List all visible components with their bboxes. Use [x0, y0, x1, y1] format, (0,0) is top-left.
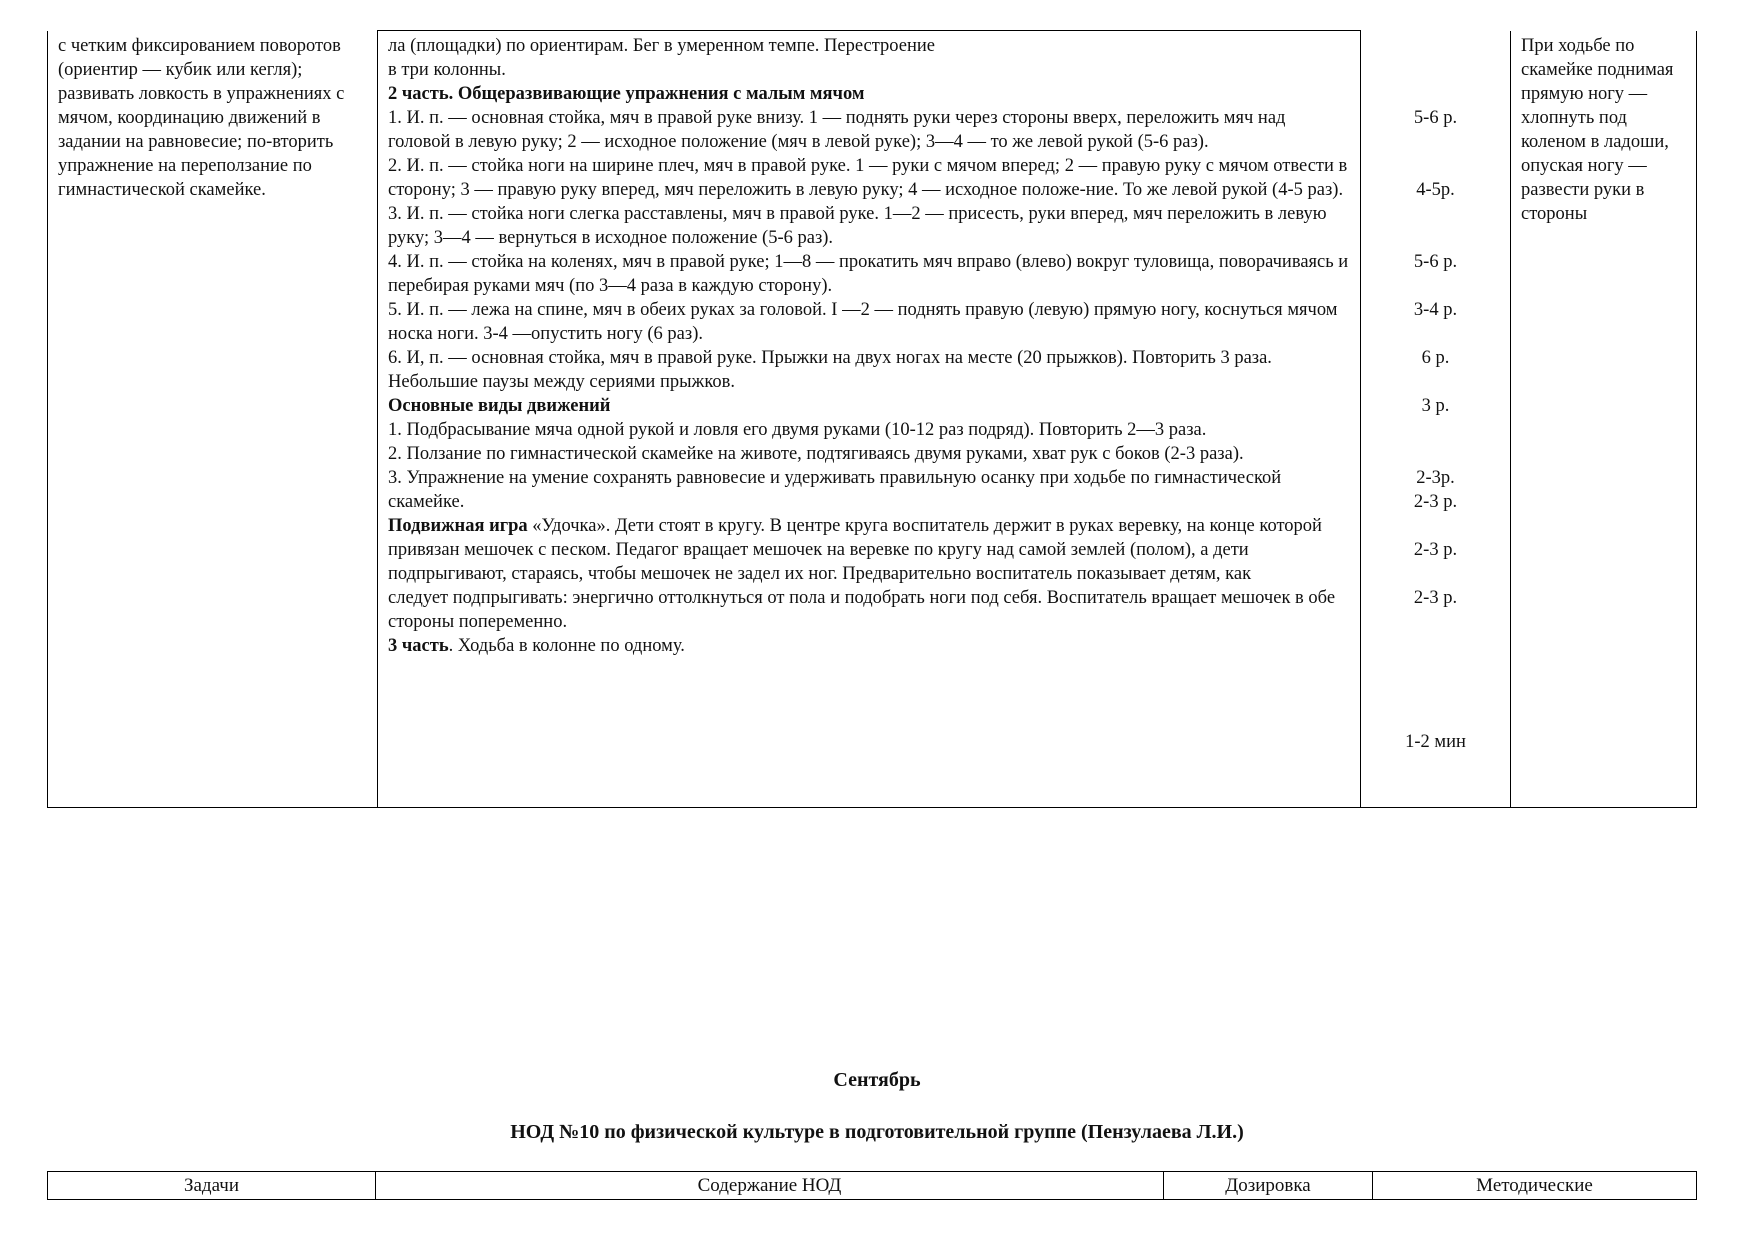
- dosage-mv3: 2-3 р.: [1413, 539, 1458, 560]
- exercise-4: 4. И. п. — стойка на коленях, мяч в правой руке; 1—8 — прокатить мяч вправо (влево) вокруг туловища, поворачиваясь и перебирая руками мяч (по 3—4 раза в каждую сторону).: [388, 252, 1349, 296]
- tasks-text: с четким фиксированием поворотов (ориентир — кубик или кегля); развивать ловкость в упражнениях с мячом, координацию движений в задании на равновесие; по-вторить упражнение на переползание по гимнастической скамейке.: [58, 35, 345, 200]
- header-content: Содержание НОД: [376, 1172, 1164, 1200]
- dosage-mv2: 2-3 р.: [1413, 491, 1458, 512]
- movement-1: 1. Подбрасывание мяча одной рукой и ловля его двумя руками (10-12 раз подряд). Повторить 2—3 раза.: [388, 420, 1207, 440]
- dosage-ex1: 5-6 р.: [1413, 107, 1458, 128]
- part3-label: 3 часть: [388, 636, 449, 656]
- lesson-table: [47, 30, 1697, 808]
- dosage-ex5: 6 р.: [1421, 347, 1450, 368]
- intro-line-2: в три колонны.: [388, 60, 506, 80]
- page-title: НОД №10 по физической культуре в подготовительной группе (Пензулаева Л.И.): [510, 1121, 1244, 1143]
- month-heading: Сентябрь: [833, 1069, 921, 1091]
- dosage-ex3: 5-6 р.: [1413, 251, 1458, 272]
- exercise-1: 1. И. п. — основная стойка, мяч в правой руке внизу. 1 — поднять руки через стороны вверх, переложить мяч над головой в левую руку; 2 — исходное положение (мяч в левой руке); 3—4 — то же левой рукой (5-6 раз).: [388, 108, 1286, 152]
- header-methods: Методические: [1373, 1172, 1697, 1200]
- header-table: [47, 1171, 1697, 1200]
- dosage-ex4: 3-4 р.: [1413, 299, 1458, 320]
- game-label: Подвижная игра: [388, 516, 528, 536]
- exercise-2: 2. И. п. — стойка ноги на ширине плеч, мяч в правой руке. 1 — руки с мячом вперед; 2 — правую руку с мячом отвести в сторону; 3 — правую руку вперед, мяч переложить в левую руку; 4 — исходное положе-ние. То же левой рукой (4-5 раз).: [388, 156, 1348, 200]
- header-dosage: Дозировка: [1164, 1172, 1373, 1200]
- exercise-6: 6. И, п. — основная стойка, мяч в правой руке. Прыжки на двух ногах на месте (20 прыжков). Повторить 3 раза. Небольшие паузы между сериями прыжков.: [388, 348, 1272, 392]
- dosage-mv1: 2-3р.: [1416, 467, 1455, 488]
- intro-line-1: ла (площадки) по ориентирам. Бег в умеренном темпе. Перестроение: [388, 36, 935, 56]
- header-tasks: Задачи: [48, 1172, 376, 1200]
- part2-heading: 2 часть. Общеразвивающие упражнения с малым мячом: [388, 84, 865, 104]
- dosage-part3: 1-2 мин: [1405, 731, 1466, 752]
- game-paragraph-2: следует подпрыгивать: энергично оттолкнуться от пола и подобрать ноги под себя. Воспитатель вращает мешочек в обе стороны попеременно.: [388, 588, 1336, 632]
- notes-text: При ходьбе по скамейке поднимая прямую ногу — хлопнуть под коленом в ладоши, опуская ногу — развести руки в стороны: [1521, 35, 1674, 224]
- dosage-game: 2-3 р.: [1413, 587, 1458, 608]
- tasks-cell: [48, 31, 378, 808]
- content-cell: [378, 31, 1361, 808]
- main-movements-heading: Основные виды движений: [388, 396, 611, 416]
- movement-3: 3. Упражнение на умение сохранять равновесие и удерживать правильную осанку при ходьбе по гимнастической скамейке.: [388, 468, 1282, 512]
- notes-cell: [1511, 31, 1697, 808]
- movement-2: 2. Ползание по гимнастической скамейке на животе, подтягиваясь двумя руками, хват рук с боков (2-3 раза).: [388, 444, 1244, 464]
- dosage-ex2: 4-5р.: [1416, 179, 1455, 200]
- dosage-cell: [1361, 31, 1511, 808]
- exercise-3: 3. И. п. — стойка ноги слегка расставлены, мяч в правой руке. 1—2 — присесть, руки вперед, мяч переложить в левую руку; 3—4 — вернуться в исходное положение (5-6 раз).: [388, 204, 1327, 248]
- exercise-5: 5. И. п. — лежа на спине, мяч в обеих руках за головой. I —2 — поднять правую (левую) прямую ногу, коснуться мячом носка ноги. 3-4 —опустить ногу (6 раз).: [388, 300, 1338, 344]
- game-paragraph: [388, 514, 1350, 586]
- game-text: «Удочка». Дети стоят в кругу. В центре круга воспитатель держит в руках веревку, на конце которой привязан мешочек с песком. Педагог вращает мешочек на веревке по кругу над самой землей (полом), а дети подпрыгивают, стараясь, чтобы мешочек не задел их ног. Предварительно воспитатель показывает детям, как: [388, 516, 1322, 584]
- part3-paragraph: [388, 634, 1350, 658]
- dosage-ex6: 3 р.: [1421, 395, 1450, 416]
- part3-text: . Ходьба в колонне по одному.: [448, 636, 685, 656]
